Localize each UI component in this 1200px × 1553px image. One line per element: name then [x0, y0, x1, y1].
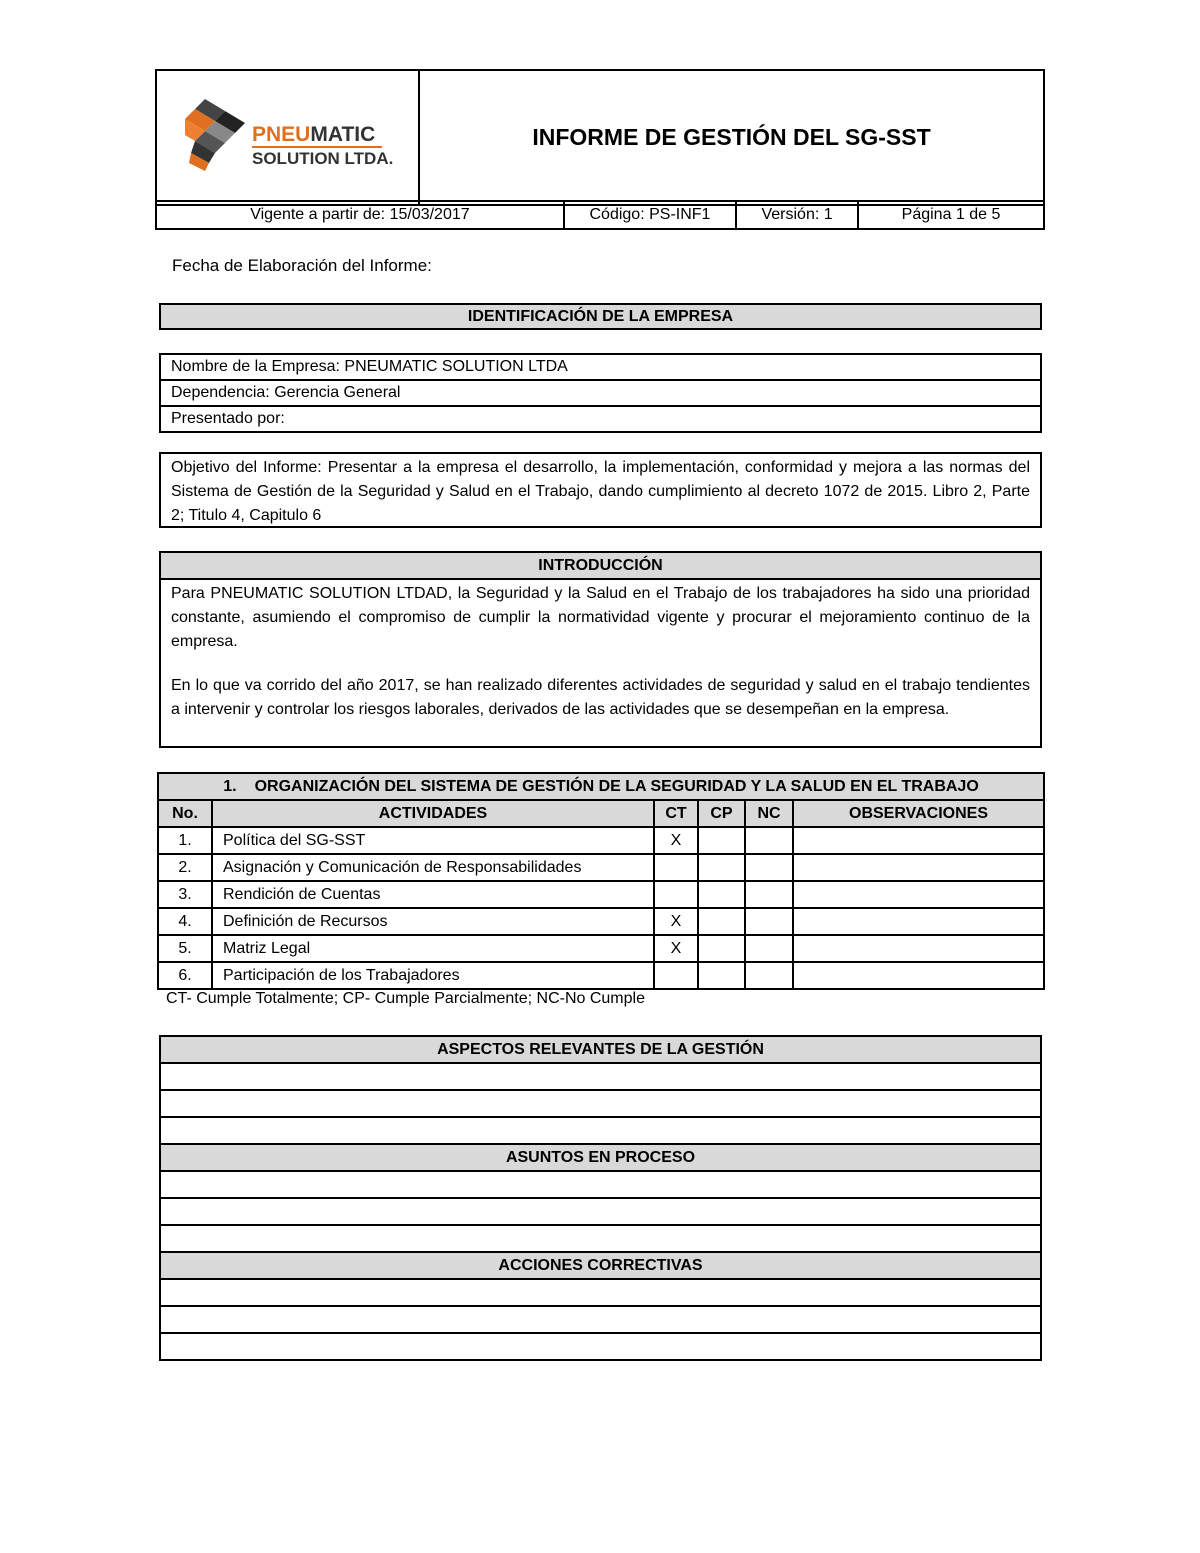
organizacion-number: 1. — [223, 777, 237, 795]
row-observaciones — [793, 935, 1044, 962]
introduccion-p2: En lo que va corrido del año 2017, se han realizado diferentes actividades de seguridad y salud en el trabajo tendientes a intervenir y controlar los riesgos laborales, derivados de las actividades que se desempeñan en la empresa. — [171, 677, 1030, 718]
row-number: 2. — [158, 854, 212, 881]
asuntos-row — [160, 1198, 1041, 1225]
row-cp — [698, 908, 745, 935]
introduccion-p1: Para PNEUMATIC SOLUTION LTDAD, la Seguridad y la Salud en el Trabajo de los trabajadores ha sido una prioridad constante, asumiendo el compromiso de cumplir la normatividad vigente y procurar el mejoramiento continuo de la empresa. — [171, 585, 1030, 650]
presentado-por: Presentado por: — [160, 406, 1041, 432]
row-nc — [745, 854, 793, 881]
acciones-row — [160, 1333, 1041, 1360]
table-row — [158, 827, 1044, 854]
row-nc — [745, 935, 793, 962]
row-actividad: Asignación y Comunicación de Responsabilidades — [212, 854, 654, 881]
logo-divider — [252, 146, 382, 148]
table-row — [158, 854, 1044, 881]
document-meta — [155, 200, 1045, 230]
codigo-cell: Código: PS-INF1 — [564, 201, 736, 229]
row-observaciones — [793, 881, 1044, 908]
logo-text — [252, 125, 393, 169]
identificacion-table — [159, 353, 1042, 433]
row-cp — [698, 881, 745, 908]
table-row — [158, 908, 1044, 935]
organizacion-title-row — [158, 773, 1044, 800]
row-actividad: Rendición de Cuentas — [212, 881, 654, 908]
row-cp — [698, 854, 745, 881]
aspectos-row — [160, 1090, 1041, 1117]
row-ct: X — [654, 908, 698, 935]
identificacion-title: IDENTIFICACIÓN DE LA EMPRESA — [159, 303, 1042, 330]
asuntos-row — [160, 1225, 1041, 1252]
empresa-dependencia: Dependencia: Gerencia General — [160, 380, 1041, 406]
row-ct: X — [654, 935, 698, 962]
row-number: 6. — [158, 962, 212, 989]
col-header-no: No. — [158, 800, 212, 827]
asuntos-row — [160, 1171, 1041, 1198]
introduccion-body — [161, 580, 1040, 724]
aspectos-row — [160, 1117, 1041, 1144]
organizacion-table — [157, 772, 1045, 990]
header-table — [155, 69, 1045, 206]
empresa-nombre: Nombre de la Empresa: PNEUMATIC SOLUTION LTDA — [160, 354, 1041, 380]
organizacion-header-row — [158, 800, 1044, 827]
logo-text-line1 — [252, 125, 393, 145]
row-cp — [698, 827, 745, 854]
row-actividad: Matriz Legal — [212, 935, 654, 962]
introduccion-box — [159, 551, 1042, 748]
asuntos-title: ASUNTOS EN PROCESO — [160, 1144, 1041, 1171]
row-observaciones — [793, 827, 1044, 854]
version-cell: Versión: 1 — [736, 201, 858, 229]
gestion-sections-table — [159, 1035, 1042, 1361]
row-ct — [654, 881, 698, 908]
acciones-row — [160, 1306, 1041, 1333]
row-observaciones — [793, 908, 1044, 935]
row-actividad: Definición de Recursos — [212, 908, 654, 935]
row-ct: X — [654, 827, 698, 854]
table-row — [158, 881, 1044, 908]
pagina-cell: Página 1 de 5 — [858, 201, 1044, 229]
table-row — [158, 962, 1044, 989]
row-ct — [654, 962, 698, 989]
col-header-observaciones: OBSERVACIONES — [793, 800, 1044, 827]
row-actividad: Política del SG-SST — [212, 827, 654, 854]
col-header-nc: NC — [745, 800, 793, 827]
row-ct — [654, 854, 698, 881]
aspectos-title: ASPECTOS RELEVANTES DE LA GESTIÓN — [160, 1036, 1041, 1063]
logo-text-line2: SOLUTION LTDA. — [252, 149, 394, 168]
row-nc — [745, 827, 793, 854]
row-nc — [745, 962, 793, 989]
objetivo-box: Objetivo del Informe: Presentar a la empresa el desarrollo, la implementación, conformidad y mejora a las normas del Sistema de Gestión de la Seguridad y Salud en el Trabajo, dando cumplimiento al decreto 1072 de 2015. Libro 2, Parte 2; Titulo 4, Capitulo 6 — [159, 452, 1042, 528]
organizacion-title: ORGANIZACIÓN DEL SISTEMA DE GESTIÓN DE LA SEGURIDAD Y LA SALUD EN EL TRABAJO — [254, 777, 979, 795]
acciones-title: ACCIONES CORRECTIVAS — [160, 1252, 1041, 1279]
col-header-ct: CT — [654, 800, 698, 827]
row-number: 1. — [158, 827, 212, 854]
compliance-legend: CT- Cumple Totalmente; CP- Cumple Parcialmente; NC-No Cumple — [166, 990, 645, 1007]
company-logo-icon — [185, 97, 255, 173]
row-actividad: Participación de los Trabajadores — [212, 962, 654, 989]
row-observaciones — [793, 854, 1044, 881]
row-nc — [745, 908, 793, 935]
row-number: 5. — [158, 935, 212, 962]
document-title: INFORME DE GESTIÓN DEL SG-SST — [419, 70, 1044, 205]
fecha-label: Fecha de Elaboración del Informe: — [172, 256, 432, 275]
row-cp — [698, 962, 745, 989]
row-nc — [745, 881, 793, 908]
logo-text-dark: MATIC — [310, 123, 376, 146]
row-number: 3. — [158, 881, 212, 908]
vigente-cell: Vigente a partir de: 15/03/2017 — [156, 201, 564, 229]
aspectos-row — [160, 1063, 1041, 1090]
col-header-cp: CP — [698, 800, 745, 827]
logo-text-accent: PNEU — [252, 123, 311, 146]
row-cp — [698, 935, 745, 962]
logo-cell — [156, 70, 419, 205]
row-observaciones — [793, 962, 1044, 989]
row-number: 4. — [158, 908, 212, 935]
introduccion-title: INTRODUCCIÓN — [161, 553, 1040, 580]
acciones-row — [160, 1279, 1041, 1306]
table-row — [158, 935, 1044, 962]
col-header-actividades: ACTIVIDADES — [212, 800, 654, 827]
